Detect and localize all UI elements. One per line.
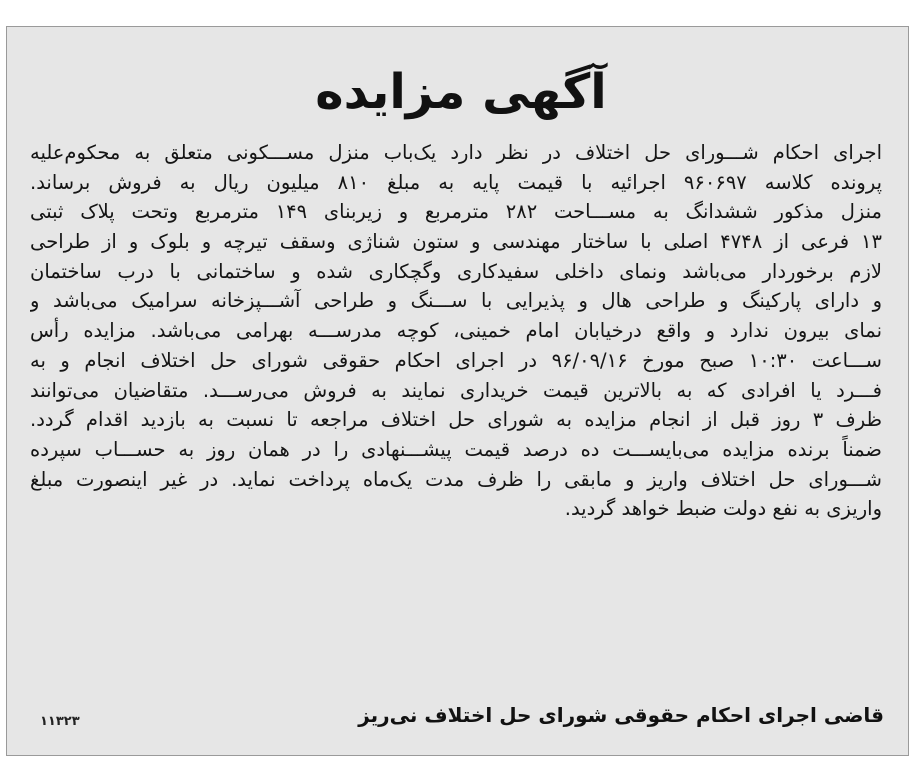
notice-title: آگهی مزایده [315, 64, 607, 120]
body-line: ظرف ۳ روز قبل از انجام مزایده به شورای حل اختلاف مراجعه تا نسبت به بازدید اقدام گردد. [30, 408, 882, 432]
body-line: منزل مذکور ششدانگ به مســـاحت ۲۸۲ مترمربع و زیربنای ۱۴۹ مترمربع وتحت پلاک ثبتی [30, 200, 882, 224]
body-line: ضمناً برنده مزایده می‌بایســـت ده درصد قیمت پیشـــنهادی را در همان روز به حســـاب سپرده [30, 437, 882, 461]
notice-body [30, 138, 882, 524]
body-line: و دارای پارکینگ و طراحی هال و پذیرایی با ســـنگ و طراحی آشـــپزخانه سرامیک می‌باشد و [30, 289, 882, 313]
body-line: پرونده کلاسه ۹۶۰۶۹۷ اجرائیه با قیمت پایه به مبلغ ۸۱۰ میلیون ریال به فروش برساند. [30, 170, 882, 194]
body-line: ۱۳ فرعی از ۴۷۴۸ اصلی با ساختار مهندسی و ستون شناژی وسقف تیرچه و بلوک و از طراحی [30, 230, 882, 254]
body-line: نمای بیرون ندارد و واقع درخیابان امام خمینی، کوچه مدرســـه بهرامی می‌باشد. مزایده رأس [30, 319, 882, 343]
body-line: واریزی به نفع دولت ضبط خواهد گردید. [564, 497, 882, 521]
body-line: فـــرد یا افرادی که به بالاترین قیمت خریداری نمایند به فروش می‌رســـد. متقاضیان می‌توانند [30, 378, 882, 402]
body-line: شـــورای حل اختلاف واریز و مابقی را ظرف مدت یک‌ماه پرداخت نماید. در غیر اینصورت مبلغ [30, 467, 882, 491]
body-line: اجرای احکام شـــورای حل اختلاف در نظر دارد یک‌باب منزل مســـکونی متعلق به محکوم‌علیه [30, 141, 882, 164]
notice-signature: قاضی اجرای احکام حقوقی شورای حل اختلاف نی‌ریز [358, 703, 884, 727]
ad-code: ۱۱۳۲۳ [40, 714, 80, 729]
body-line: ســـاعت ۱۰:۳۰ صبح مورخ ۹۶/۰۹/۱۶ در اجرای احکام حقوقی شورای حل اختلاف انجام و به [30, 348, 882, 372]
body-line: لازم برخوردار می‌باشد ونمای داخلی سفیدکاری وگچکاری شده و ساختمانی با درب ساختمان [30, 259, 882, 283]
